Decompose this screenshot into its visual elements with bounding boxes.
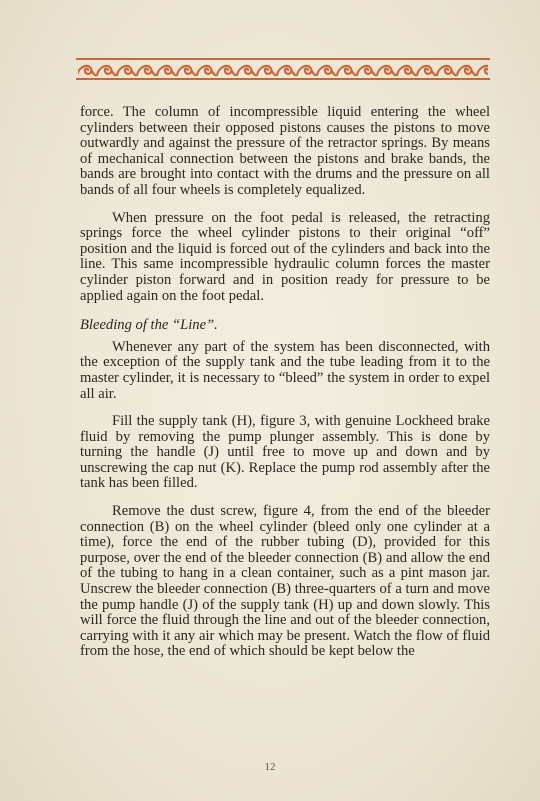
paragraph-continuation: force. The column of incompressible liquid entering the wheel cylinders between their opposed pistons causes the pistons to move outwardly and against the pressure of the retractor springs. By means of mechanical connection between the pistons and brake bands, the bands are brought into contact with the drums and the pressure on all bands of all four wheels is completely equalized. (80, 104, 490, 198)
section-heading-bleeding: Bleeding of the “Line”. (80, 317, 218, 334)
paragraph-bleed-intro: Whenever any part of the system has been disconnected, with the exception of the supply tank and the tube leading from it to the master cylinder, it is necessary to “bleed” the system in order to expel all air. (80, 338, 490, 402)
body-text (80, 105, 490, 672)
paragraph-fill-tank: Fill the supply tank (H), figure 3, with genuine Lockheed brake fluid by removing the pump plunger assembly. This is done by turning the handle (J) until free to move up and down and by unscrewing the cap nut (K). Replace the pump rod assembly after the tank has been filled. (80, 413, 490, 492)
page-number: 12 (264, 761, 276, 773)
paragraph-dust-screw: Remove the dust screw, figure 4, from the end of the bleeder connection (B) on the wheel cylinder (bleed only one cylinder at a time), force the end of the rubber tubing (D), provided for this purpose, over the end of the bleeder connection (B) and allow the end of the tubing to hang in a clean container, such as a pint mason jar. Unscrew the bleeder connection (B) three-quarters of a turn and move the pump handle (J) of the supply tank (H) up and down slowly. This will force the fluid through the line and out of the bleeder connection, carrying with it any air which may be present. Watch the flow of fluid from the hose, the end of which should be kept below the (80, 503, 490, 660)
decorative-wave-border (76, 57, 490, 81)
paragraph-release: When pressure on the foot pedal is released, the retracting springs force the wheel cylinder pistons to their original “off” position and the liquid is forced out of the cylinders and back into the line. This same incompressible hydraulic column forces the master cylinder piston forward and in position ready for pressure to be applied again on the foot pedal. (80, 209, 490, 304)
